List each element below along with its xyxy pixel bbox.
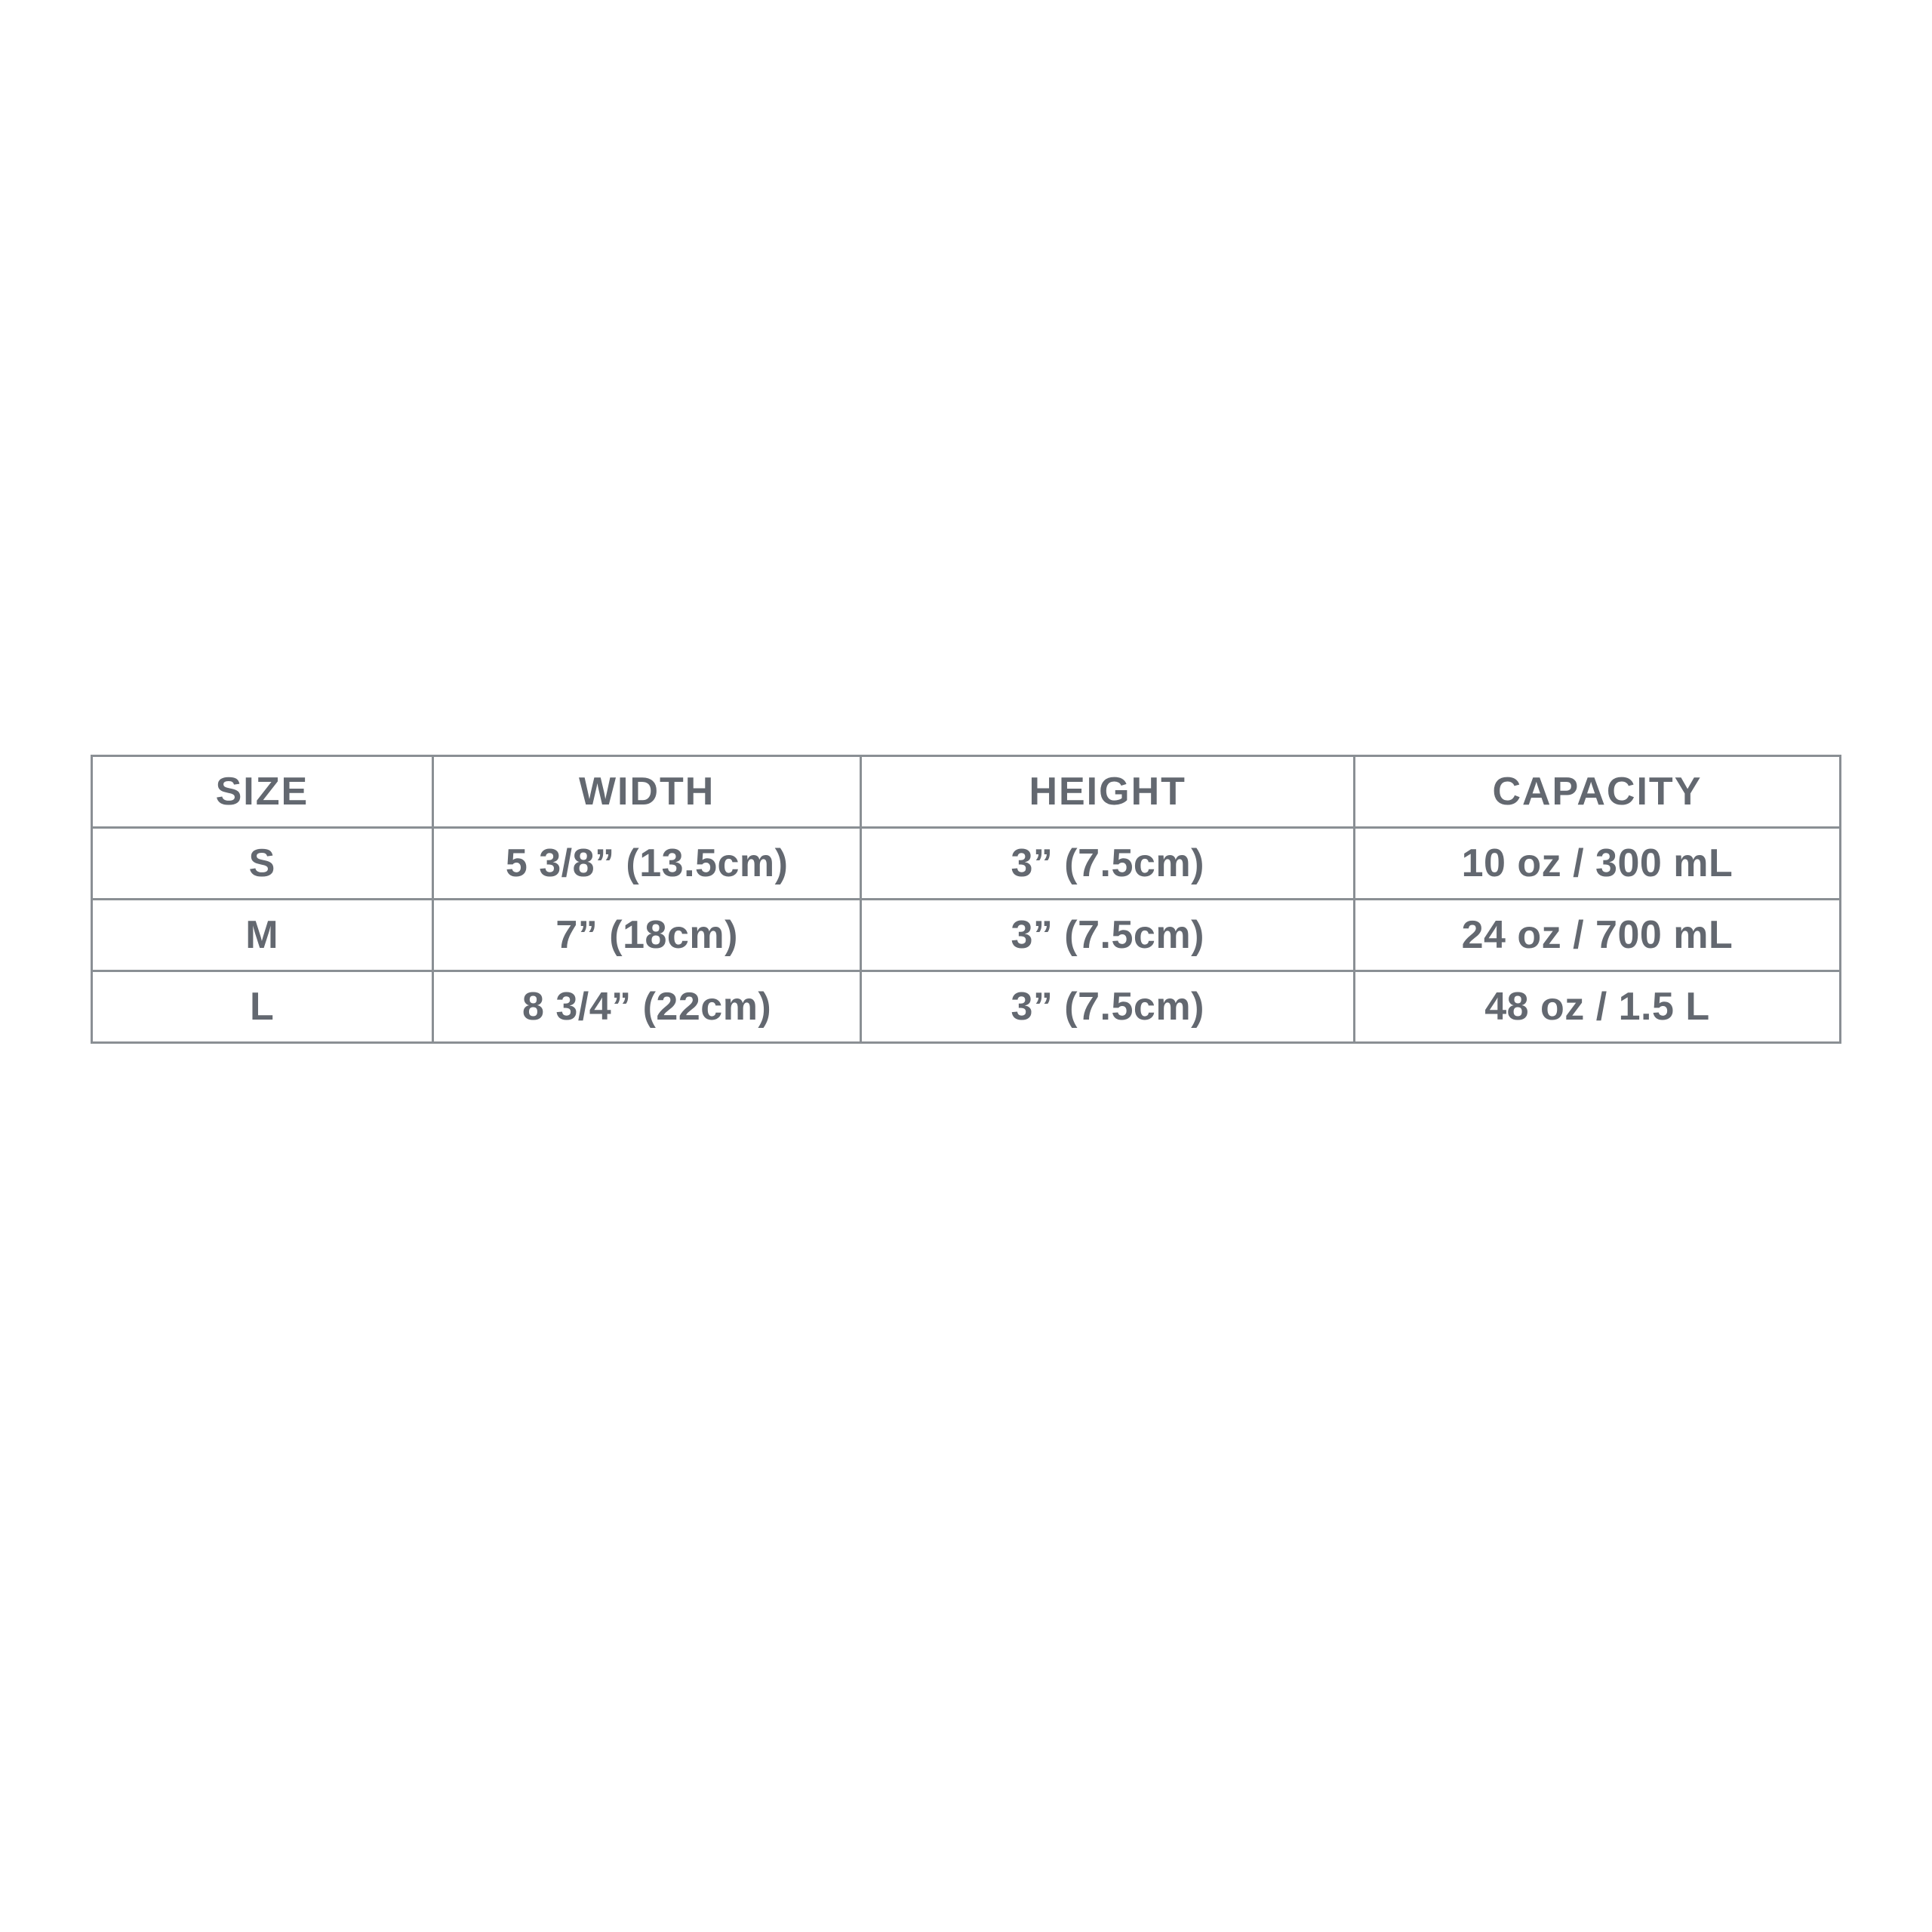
- column-header-capacity: CAPACITY: [1354, 756, 1840, 828]
- table-row: [92, 971, 1841, 1043]
- cell-capacity-s: 10 oz / 300 mL: [1354, 828, 1840, 900]
- cell-height-s: 3” (7.5cm): [861, 828, 1354, 900]
- cell-width-m: 7” (18cm): [432, 900, 861, 971]
- column-header-width: WIDTH: [432, 756, 861, 828]
- table-row: [92, 828, 1841, 900]
- cell-height-l: 3” (7.5cm): [861, 971, 1354, 1043]
- cell-width-s: 5 3/8” (13.5cm): [432, 828, 861, 900]
- cell-capacity-m: 24 oz / 700 mL: [1354, 900, 1840, 971]
- cell-size-l: L: [92, 971, 433, 1043]
- column-header-height: HEIGHT: [861, 756, 1354, 828]
- size-chart: [91, 755, 1841, 1044]
- size-chart-table: [91, 755, 1841, 1044]
- table-row: [92, 900, 1841, 971]
- cell-size-s: S: [92, 828, 433, 900]
- table-header-row: [92, 756, 1841, 828]
- column-header-size: SIZE: [92, 756, 433, 828]
- cell-width-l: 8 3/4” (22cm): [432, 971, 861, 1043]
- cell-capacity-l: 48 oz / 1.5 L: [1354, 971, 1840, 1043]
- cell-height-m: 3” (7.5cm): [861, 900, 1354, 971]
- cell-size-m: M: [92, 900, 433, 971]
